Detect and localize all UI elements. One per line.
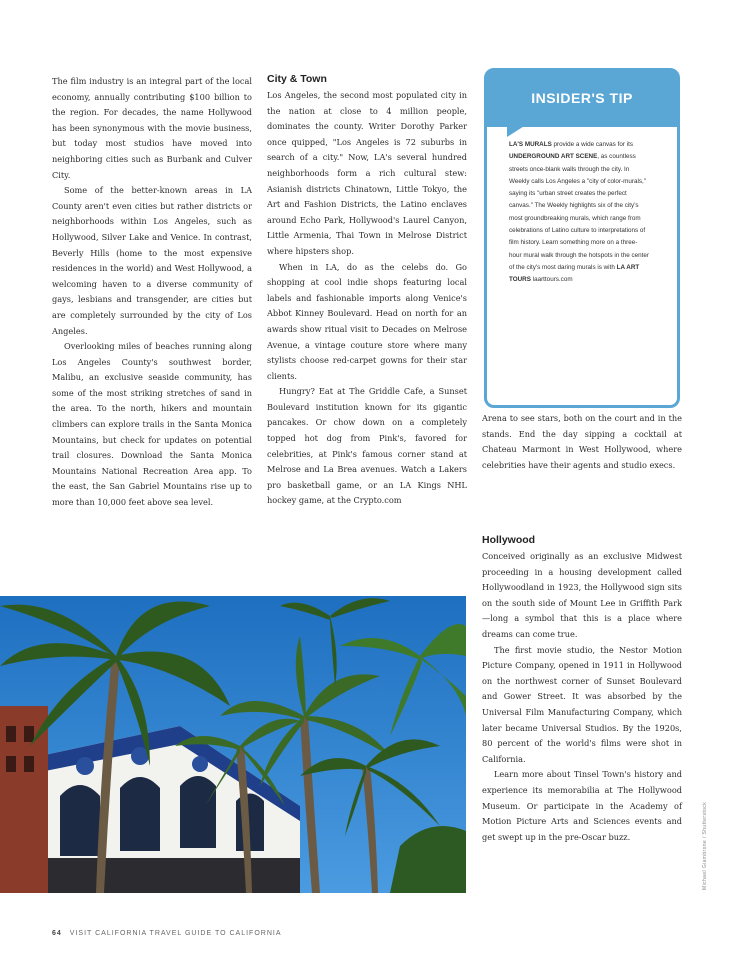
article-column-2 [267, 72, 467, 509]
photo-credit [692, 640, 708, 890]
paragraph: Los Angeles, the second most populated city in the nation at close to 4 million people, dominates the county. Writer Dorothy Parker once quipped, "Los Angeles is 72 suburbs in search of a city." Now, LA's several hundred neighborhoods form a rich cultural stew: Asianish districts Chinatown, Little Tokyo, the Art and Fashion Districts, the Latino enclaves around Echo Park, Hollywood's Laurel Canyon, Little Armenia, Thai Town in Melrose District where hipsters shop. [267, 90, 467, 256]
section-heading-hollywood: Hollywood [482, 534, 536, 546]
insider-tip-box [484, 68, 680, 408]
round-ornament [76, 757, 94, 775]
paragraph: The first movie studio, the Nestor Motion Picture Company, opened in 1911 in Hollywood on the northwest corner of Sunset Boulevard and Gower Street. It was absorbed by the Universal Film Manufacturing Company, which later became Universal Studios. By the 1920s, 80 percent of the world's films were shot in California. [482, 644, 682, 764]
footer-title: VISIT CALIFORNIA TRAVEL GUIDE TO CALIFORNIA [69, 930, 282, 937]
insider-tip-text [509, 139, 649, 287]
photo-credit-text: Michael Giambrone / Shutterstock [702, 801, 708, 890]
insider-tip-title: INSIDER'S TIP [531, 90, 633, 106]
tip-link[interactable]: laarttours.com [530, 276, 573, 284]
paragraph: Conceived originally as an exclusive Midwest proceeding in a housing development called Hollywoodland in 1923, the Hollywood sign sits on the south side of Mount Lee in Griffith Park—long a symbol that this is a place where dreams can come true. [482, 551, 682, 639]
paragraph: Hungry? Eat at The Griddle Cafe, a Sunset Boulevard institution known for its gigantic pancakes. Or chow down on a completely topped hot dog from Pink's, favored for celebrities, at Pink's famous corner stand at Melrose and La Brea avenues. Watch a Lakers pro basketball game, or an LA Kings NHL hockey game, at the Crypto.com [267, 386, 467, 506]
round-ornament [192, 756, 208, 772]
tip-highlight: LA'S MURALS [509, 141, 552, 148]
paragraph: The film industry is an integral part of the local economy, annually contributing $100 billion to the region. For decades, the name Hollywood has been synonymous with the movie business, but today most studios have moved into neighboring cities such as Burbank and Culver City. [52, 76, 252, 180]
article-column-1 [52, 74, 252, 511]
paragraph: Arena to see stars, both on the court and in the stands. End the day sipping a cocktail at Chateau Marmont in West Hollywood, where celebrities have their agents and studio execs. [482, 413, 682, 470]
tip-text: , as countless streets once-blank walls through the city. In Weekly calls Los Angeles a "city of color-murals," saying its "urban street creates the perfect canvas." The Weekly highlights six of the city's most groundbreaking murals, which range from celebrations of Latino culture to interpretations of film history. Learn something more on a three-hour mural walk through the hotspots in the center of the city's most daring murals is with [509, 153, 650, 271]
tip-highlight: UNDERGROUND ART SCENE [509, 153, 598, 161]
rodeo-drive-palm-trees-photo [0, 596, 466, 893]
arched-window [120, 777, 160, 851]
page-number: 64 [52, 930, 62, 937]
tip-text: provide a wide canvas for its [551, 141, 633, 148]
arched-window [60, 785, 100, 856]
article-column-3-top [482, 411, 682, 473]
photo-illustration [0, 596, 466, 893]
page-footer [52, 930, 282, 937]
paragraph: When in LA, do as the celebs do. Go shopping at cool indie shops featuring local labels and fashionable imports along Venice's Abbot Kinney Boulevard. Head on north for an awards show ritual visit to Decades on Melrose Avenue, a vintage couture store where many stylists choose red-carpet gowns for their star clients. [267, 261, 467, 381]
paragraph: Some of the better-known areas in LA County aren't even cities but rather districts or neighborhoods within Los Angeles, such as Hollywood, Silver Lake and Venice. In contrast, Beverly Hills (home to the most expensive residences in the world) and West Hollywood, a welcoming haven to a diverse community of gays, lesbians and transgender, are cities but are completely surrounded by the city of Los Angeles. [52, 185, 252, 336]
tip-highlight: LA ART TOURS [509, 263, 640, 284]
insider-tip-header [487, 71, 677, 127]
paragraph: Learn more about Tinsel Town's history and experience its memorabilia at The Hollywood Museum. Or participate in the Academy of Motion Picture Arts and Sciences events and get swept up in the pre-Oscar buzz. [482, 769, 682, 842]
storefront [40, 858, 300, 893]
article-column-3-hollywood [482, 533, 682, 845]
section-heading-city-town: City & Town [267, 73, 327, 85]
arched-window [180, 776, 216, 848]
paragraph: Overlooking miles of beaches running along Los Angeles County's southwest border, Malibu, an exclusive seaside community, has some of the most striking stretches of sand in the area. To the north, hikers and mountain climbers can explore trails in the Santa Monica Mountains, but check for updates on potential trail closures. Download the Santa Monica Mountains National Recreation Area app. To the east, the San Gabriel Mountains rise up to more than 10,000 feet above sea level. [52, 341, 252, 508]
